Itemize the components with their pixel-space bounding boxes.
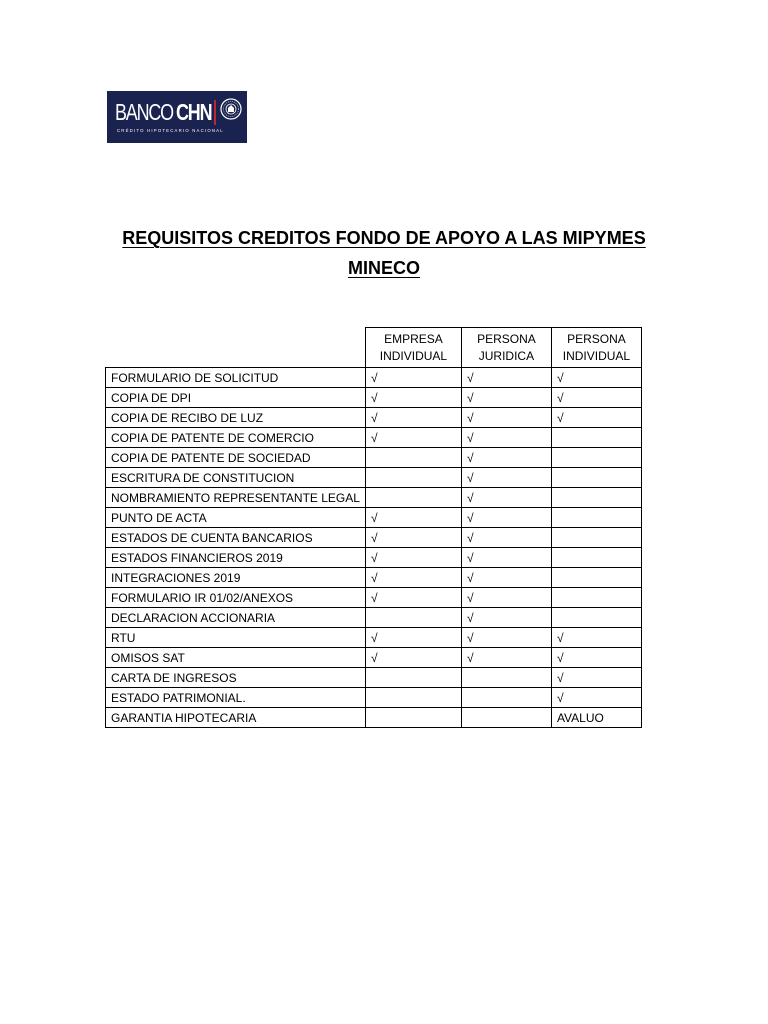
- requirement-cell: √: [365, 508, 461, 528]
- requirement-cell: [551, 488, 641, 508]
- table-row: [106, 408, 642, 428]
- logo-brand-part2: CHN: [176, 98, 212, 125]
- requirement-cell: √: [551, 388, 641, 408]
- requirement-cell: [365, 488, 461, 508]
- requirement-label: FORMULARIO IR 01/02/ANEXOS: [106, 588, 366, 608]
- requirement-cell: √: [551, 668, 641, 688]
- requirement-cell: √: [461, 388, 551, 408]
- requirement-cell: [551, 448, 641, 468]
- table-row: [106, 548, 642, 568]
- requirement-cell: [551, 468, 641, 488]
- column-header-line: INDIVIDUAL: [379, 348, 448, 363]
- requirement-cell: √: [365, 408, 461, 428]
- requirement-cell: √: [365, 528, 461, 548]
- requirement-cell: AVALUO: [551, 708, 641, 728]
- requirement-cell: √: [461, 528, 551, 548]
- document-subtitle: MINECO: [348, 258, 420, 278]
- requirement-cell: [551, 528, 641, 548]
- requirement-label: COPIA DE RECIBO DE LUZ: [106, 408, 366, 428]
- seal-emblem-icon: [220, 98, 242, 120]
- requirement-label: COPIA DE PATENTE DE SOCIEDAD: [106, 448, 366, 468]
- requirement-cell: √: [551, 648, 641, 668]
- logo-divider: [214, 100, 216, 125]
- column-header-line: INDIVIDUAL: [562, 348, 631, 363]
- requirement-cell: √: [461, 408, 551, 428]
- requirement-label: COPIA DE PATENTE DE COMERCIO: [106, 428, 366, 448]
- table-header-row: [106, 328, 642, 368]
- requirement-cell: √: [461, 648, 551, 668]
- requirement-cell: √: [461, 608, 551, 628]
- requirement-cell: √: [461, 548, 551, 568]
- requirement-cell: √: [365, 588, 461, 608]
- requirement-cell: √: [551, 628, 641, 648]
- requirement-label: RTU: [106, 628, 366, 648]
- requirement-cell: [551, 568, 641, 588]
- requirement-label: NOMBRAMIENTO REPRESENTANTE LEGAL: [106, 488, 366, 508]
- column-header-line: PERSONA: [477, 331, 536, 346]
- table-row: [106, 668, 642, 688]
- requirement-cell: [365, 688, 461, 708]
- table-row: [106, 568, 642, 588]
- table-row: [106, 368, 642, 388]
- column-header-line: JURIDICA: [478, 348, 535, 363]
- table-row: [106, 708, 642, 728]
- requirement-cell: √: [461, 448, 551, 468]
- requirement-label: ESCRITURA DE CONSTITUCION: [106, 468, 366, 488]
- requirement-label: ESTADOS DE CUENTA BANCARIOS: [106, 528, 366, 548]
- requirement-cell: √: [365, 628, 461, 648]
- requirement-cell: [551, 508, 641, 528]
- requirement-cell: √: [551, 408, 641, 428]
- requirement-cell: √: [461, 368, 551, 388]
- requirement-cell: [461, 668, 551, 688]
- requirement-cell: [551, 428, 641, 448]
- requirement-cell: [365, 668, 461, 688]
- requirement-cell: √: [461, 628, 551, 648]
- requirement-cell: √: [365, 368, 461, 388]
- bank-logo: [107, 91, 247, 143]
- requirement-cell: √: [461, 468, 551, 488]
- logo-wordmark: [115, 97, 218, 127]
- column-header-line: PERSONA: [567, 331, 626, 346]
- requirement-label: GARANTIA HIPOTECARIA: [106, 708, 366, 728]
- requirement-cell: √: [461, 488, 551, 508]
- table-row: [106, 508, 642, 528]
- table-row: [106, 488, 642, 508]
- requirement-label: PUNTO DE ACTA: [106, 508, 366, 528]
- table-row: [106, 588, 642, 608]
- requirement-cell: √: [365, 568, 461, 588]
- requirements-table: [105, 327, 642, 728]
- logo-brand-part1: BANCO: [115, 98, 173, 125]
- requirement-cell: [461, 688, 551, 708]
- table-row: [106, 688, 642, 708]
- requirement-cell: [551, 588, 641, 608]
- requirement-label: COPIA DE DPI: [106, 388, 366, 408]
- table-row: [106, 608, 642, 628]
- table-body: [106, 368, 642, 728]
- requirement-cell: √: [365, 648, 461, 668]
- requirement-cell: √: [461, 568, 551, 588]
- requirement-label: DECLARACION ACCIONARIA: [106, 608, 366, 628]
- table-row: [106, 468, 642, 488]
- requirement-label: ESTADO PATRIMONIAL.: [106, 688, 366, 708]
- requirement-cell: √: [461, 428, 551, 448]
- requirement-cell: [365, 708, 461, 728]
- requirement-label: OMISOS SAT: [106, 648, 366, 668]
- requirement-cell: √: [365, 428, 461, 448]
- requirement-cell: √: [551, 688, 641, 708]
- requirement-label: ESTADOS FINANCIEROS 2019: [106, 548, 366, 568]
- requirement-cell: [365, 448, 461, 468]
- requirement-cell: [365, 608, 461, 628]
- requirement-cell: [551, 548, 641, 568]
- requirement-label: INTEGRACIONES 2019: [106, 568, 366, 588]
- requirement-cell: √: [365, 548, 461, 568]
- table-row: [106, 628, 642, 648]
- requirement-label: FORMULARIO DE SOLICITUD: [106, 368, 366, 388]
- table-corner: [106, 328, 366, 368]
- requirement-cell: √: [461, 588, 551, 608]
- column-header-persona-individual: [551, 328, 641, 368]
- table-row: [106, 648, 642, 668]
- column-header-persona-juridica: [461, 328, 551, 368]
- requirement-cell: √: [551, 368, 641, 388]
- requirement-cell: √: [461, 508, 551, 528]
- table-row: [106, 448, 642, 468]
- requirement-cell: [365, 468, 461, 488]
- requirement-cell: √: [365, 388, 461, 408]
- requirement-label: CARTA DE INGRESOS: [106, 668, 366, 688]
- table-row: [106, 428, 642, 448]
- logo-subtitle: CRÉDITO HIPOTECARIO NACIONAL: [117, 128, 224, 133]
- column-header-line: EMPRESA: [384, 331, 443, 346]
- requirement-cell: [551, 608, 641, 628]
- table-row: [106, 388, 642, 408]
- column-header-empresa-individual: [365, 328, 461, 368]
- table-row: [106, 528, 642, 548]
- requirement-cell: [461, 708, 551, 728]
- document-title: REQUISITOS CREDITOS FONDO DE APOYO A LAS MIPYMES: [122, 228, 646, 248]
